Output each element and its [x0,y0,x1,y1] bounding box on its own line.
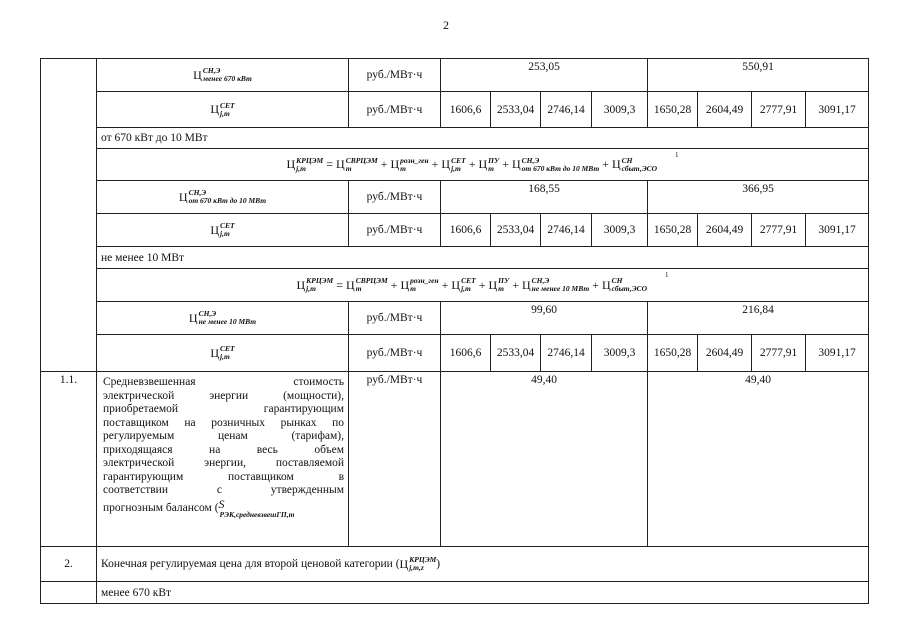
row-formula-2-term-base: Ц [346,277,355,292]
row-formula-1-term [390,157,428,173]
row-formula-1-term-sub: сбыт,ЭСО [621,163,657,173]
row-1-1-description-cell [96,371,349,547]
row-net-2-value: 3091,17 [818,224,856,236]
row-formula-1-term-sub: m [345,163,352,173]
row-2-title: Конечная регулируемая цена для второй ценовой категории ( [101,558,400,570]
row-10mw-sn-symbol [189,310,256,326]
row-net-1-value-cell [490,91,541,128]
row-1-1-value-1-cell [440,371,648,547]
row-1-1-number: 1.1. [59,374,78,386]
row-formula-2-formula [297,277,648,293]
row-10mw-label: не менее 10 МВт [101,251,185,264]
row-formula-2-term-base: Ц [400,277,410,292]
row-net-2-value-cell [490,213,541,247]
row-1-1-description-line: электрической энергии, поставляемой [103,457,344,469]
row-formula-1-term-sub: j,m [296,163,306,173]
row-less-670-2-label: менее 670 кВт [101,586,172,599]
row-formula-2-operator: = [333,277,347,292]
row-formula-1-term [478,157,499,173]
row-net-2-symbol-sup: СЕТ [220,221,235,230]
row-net-1-symbol-sup: СЕТ [220,100,235,110]
row-formula-1-term-sub: от 670 кВт до 10 МВт [521,163,600,173]
row-net-3-value: 1650,28 [653,347,692,359]
row-net-1-value-cell [751,91,806,128]
row-formula-1-formula-cell [96,148,869,181]
row-2-title-close: ) [436,558,441,570]
row-1-1-description-line: поставщиком на розничных рынках по [103,416,344,429]
row-formula-1-term-base: Ц [441,157,451,171]
row-formula-2-term-sup: СН,Э [531,276,550,285]
page-number: 2 [443,18,449,32]
row-formula-1-footnote-mark: 1 [675,151,679,159]
row-net-3-value: 2746,14 [547,347,585,359]
row-10mw-sn-unit-cell [348,301,441,335]
row-less-670-2-label-cell [96,581,869,604]
row-net-2-value: 2604,49 [705,224,744,236]
row-formula-2-term-sub: m [355,284,362,293]
row-net-2-value-cell [440,213,491,247]
row-2-symbol-sub: j,m,z [409,563,424,572]
row-net-3-value-cell [751,334,806,372]
row-net-3-symbol-base: Ц [210,345,220,360]
row-net-1-value: 1606,6 [449,103,482,116]
row-net-3-symbol-sub: j,m [220,352,230,361]
row-net-3-value-cell [490,334,541,372]
row-formula-2-operator: + [475,277,489,292]
row-formula-2-term-base: Ц [521,277,531,292]
row-net-2-value-cell [751,213,806,247]
row-formula-2-term-sup: СЕТ [461,276,476,285]
row-net-1-value: 2777,91 [759,103,798,116]
row-number-cell-continued [40,58,97,372]
row-net-3-symbol-sup: СЕТ [220,344,235,353]
row-1-1-description [97,372,348,519]
row-net-1-value-cell [697,91,752,128]
row-less-670-value-2-cell [647,58,869,92]
row-net-3-unit-cell [348,334,441,372]
row-1-1-description-symbol-base: S [218,496,225,511]
row-formula-2-term [400,277,438,293]
row-net-2-value-cell [805,213,869,247]
row-670-10mw-sn-value-2: 366,95 [742,183,774,195]
row-formula-2-term-sub: сбыт,ЭСО [611,284,647,293]
row-less-670-symbol-base: Ц [193,67,202,82]
row-net-1-symbol-cell [96,91,349,128]
row-formula-2-term-sup: КРЦЭМ [306,276,334,285]
row-less-670-value-1: 253,05 [528,61,560,73]
row-2-symbol [400,556,437,572]
row-formula-1-term [336,157,378,173]
row-formula-2-term-sub: m [410,284,416,293]
row-net-2-value-cell [697,213,752,247]
row-net-2-symbol-base: Ц [210,222,220,237]
row-formula-2-term [297,277,334,293]
row-formula-2-term-base: Ц [451,277,461,292]
row-net-1-symbol [210,102,234,118]
row-net-1-value: 1650,28 [653,103,692,116]
row-1-1-value-2-cell [647,371,869,547]
row-2-symbol-sup: КРЦЭМ [409,555,437,564]
row-formula-1-term-sup: СЕТ [451,155,466,165]
row-10mw-sn-symbol-sup: СН,Э [198,309,217,318]
row-formula-2-footnote-mark: 1 [665,271,669,279]
row-formula-2-term-sup: ПУ [498,276,510,285]
row-670-10mw-label: от 670 кВт до 10 МВт [101,132,208,144]
row-formula-2-term-base: Ц [488,277,498,292]
row-formula-2-term [488,277,509,293]
row-10mw-sn-symbol-cell [96,301,349,335]
row-net-2-value: 2777,91 [759,224,798,236]
row-formula-1-term-sup: ПУ [488,155,500,165]
row-net-2-value-cell [591,213,648,247]
row-1-1-number-cell [40,371,97,547]
row-formula-1-term-base: Ц [286,157,296,171]
row-1-1-description-line: гарантирующим поставщиком в [103,470,344,483]
row-net-3-value-cell [540,334,592,372]
row-net-3-value: 2533,04 [496,347,535,359]
row-net-1-value-cell [591,91,648,128]
row-net-2-unit: руб./МВт·ч [366,224,423,236]
row-net-3-value: 3009,3 [603,347,636,359]
row-formula-1-term-sup: СН,Э [521,155,540,165]
row-formula-2-term [602,277,647,293]
row-formula-1-term-sup: СН [621,155,633,165]
row-formula-1-operator: + [377,157,391,171]
row-1-1-unit-cell [348,371,441,547]
row-2-sub-number-cell [40,581,97,604]
row-net-2-value-cell [647,213,698,247]
row-net-2-value-cell [540,213,592,247]
row-net-1-value-cell [440,91,491,128]
row-2-number-cell [40,546,97,582]
row-formula-2-term-base: Ц [601,277,611,292]
row-formula-1-term-sub: m [488,163,494,173]
row-net-2-value: 1606,6 [449,224,482,236]
row-10mw-sn-value-1: 99,60 [531,304,557,316]
row-2-number: 2. [64,558,73,570]
row-net-1-unit: руб./МВт·ч [366,103,423,116]
row-1-1-unit: руб./МВт·ч [366,374,423,386]
row-670-10mw-sn-symbol-sub: от 670 кВт до 10 МВт [188,196,267,205]
row-formula-2-term [522,277,589,293]
row-formula-1-term [612,157,657,173]
row-formula-1-operator: + [428,157,442,171]
row-670-10mw-sn-value-1: 168,55 [528,183,560,195]
row-1-1-description-symbol-sup: РЭК,средневзвеш [219,510,277,519]
row-net-1-unit-cell [348,91,441,128]
row-670-10mw-sn-symbol-cell [96,180,349,214]
row-less-670-unit-cell [348,58,441,92]
row-10mw-sn-value-2: 216,84 [742,304,774,316]
row-10mw-sn-value-1-cell [440,301,648,335]
row-net-1-symbol-base: Ц [210,102,220,116]
row-net-3-value: 2777,91 [759,347,798,359]
row-670-10mw-sn-unit: руб./МВт·ч [366,191,423,203]
row-formula-1-term-base: Ц [611,157,621,171]
row-less-670-value-1-cell [440,58,648,92]
row-formula-1-term-sup: розн_ген [400,155,429,165]
row-net-3-value-cell [697,334,752,372]
row-formula-1-term-sup: СВРЦЭМ [345,155,378,165]
row-2-title-cell [96,546,869,582]
row-10mw-sn-symbol-base: Ц [188,310,198,325]
row-formula-2-term [451,277,475,293]
row-10mw-sn-symbol-sub: не менее 10 МВт [198,317,257,326]
row-net-3-value-cell [805,334,869,372]
row-1-1-description-line: соответствии с утвержденным [103,484,344,496]
row-formula-2-term [346,277,388,293]
row-2-symbol-base: Ц [399,556,409,571]
row-net-1-value: 3091,17 [818,103,856,116]
row-formula-1-term-sub: m [400,163,406,173]
row-formula-2-operator: + [387,277,401,292]
row-10mw-label-cell [96,246,869,269]
row-net-2-value: 2533,04 [496,224,535,236]
row-formula-2-term-base: Ц [296,277,306,292]
row-670-10mw-sn-unit-cell [348,180,441,214]
row-formula-1-term [441,157,465,173]
row-formula-2-term-sub: m [498,284,504,293]
row-net-3-value-cell [647,334,698,372]
row-net-2-value: 2746,14 [547,224,585,236]
row-1-1-description-line: Средневзвешенная стоимость [103,376,344,388]
row-10mw-sn-unit: руб./МВт·ч [366,312,423,324]
row-less-670-symbol-sub: менее 670 кВт [202,74,252,83]
row-formula-1-operator: = [323,157,337,171]
row-net-3-unit: руб./МВт·ч [366,347,423,359]
row-net-3-value-cell [440,334,491,372]
row-670-10mw-sn-value-1-cell [440,180,648,214]
row-10mw-sn-value-2-cell [647,301,869,335]
row-net-1-value-cell [805,91,869,128]
row-1-1-value-1: 49,40 [531,374,557,386]
row-less-670-symbol-cell [96,58,349,92]
row-net-2-symbol-sub: j,m [220,229,230,238]
row-formula-2-operator: + [438,277,452,292]
row-net-3-symbol-cell [96,334,349,372]
row-formula-2-operator: + [509,277,522,292]
row-net-2-value: 3009,3 [603,224,636,236]
row-1-1-description-line: прогнозным балансом ( S РЭК,средневзвешГП,m [103,496,295,519]
tariff-table [40,58,868,603]
row-net-2-unit-cell [348,213,441,247]
row-1-1-value-2: 49,40 [745,374,771,386]
row-670-10mw-sn-symbol-base: Ц [178,189,188,204]
row-formula-2-operator: + [589,277,602,292]
row-670-10mw-label-cell [96,127,869,149]
row-net-1-value: 2746,14 [547,103,585,116]
row-1-1-description-symbol-sub: ГП,m [276,510,295,519]
row-1-1-description-line: приобретаемой гарантирующим [103,403,344,415]
row-1-1-description-line: электрической энергии (мощности), [103,389,344,402]
row-670-10mw-sn-symbol-sup: СН,Э [188,188,207,197]
row-net-2-value: 1650,28 [653,224,692,236]
row-formula-1-operator: + [599,157,612,171]
row-formula-1-term-sup: КРЦЭМ [296,155,324,165]
row-formula-1-term-sub: j,m [451,163,461,173]
row-formula-1-formula [287,157,658,173]
row-formula-1-term-base: Ц [390,157,400,171]
row-net-1-value: 3009,3 [603,103,636,116]
row-formula-2-formula-cell [96,268,869,302]
row-formula-1-operator: + [465,157,479,171]
row-net-3-value: 1606,6 [449,347,482,359]
row-net-3-symbol [210,345,234,361]
row-formula-1-operator: + [499,157,512,171]
row-net-2-symbol [210,222,234,238]
row-1-1-description-line: приходящаяся на весь объем [103,443,344,456]
row-formula-1-term-base: Ц [478,157,488,171]
row-less-670-value-2: 550,91 [742,61,774,73]
row-net-3-value: 2604,49 [705,347,744,359]
row-net-1-value-cell [540,91,592,128]
row-less-670-symbol [193,67,252,83]
row-less-670-symbol-sup: СН,Э [202,66,221,75]
row-formula-2-term-sup: розн_ген [410,276,439,285]
row-1-1-description-line: регулируемым ценам (тарифам), [103,430,344,442]
row-formula-1-term-base: Ц [336,157,345,171]
row-less-670-unit: руб./МВт·ч [366,69,423,81]
row-net-1-value: 2604,49 [705,103,744,116]
row-net-1-value: 2533,04 [496,103,535,116]
row-net-3-value-cell [591,334,648,372]
row-formula-2-term-sub: не менее 10 МВт [531,284,590,293]
row-670-10mw-sn-symbol [179,189,266,205]
row-1-1-description-symbol [219,498,295,520]
row-670-10mw-sn-value-2-cell [647,180,869,214]
row-formula-2-term-sub: j,m [306,284,316,293]
row-formula-1-term [512,157,599,173]
row-formula-2-term-sup: СВРЦЭМ [355,276,388,285]
row-formula-2-term-sup: СН [611,276,623,285]
row-formula-2-term-sub: j,m [461,284,471,293]
row-formula-1-term-base: Ц [511,157,521,171]
row-net-2-symbol-cell [96,213,349,247]
row-net-1-symbol-sub: j,m [220,108,230,118]
row-formula-1-term [287,157,324,173]
row-net-3-value: 3091,17 [818,347,856,359]
row-net-1-value-cell [647,91,698,128]
